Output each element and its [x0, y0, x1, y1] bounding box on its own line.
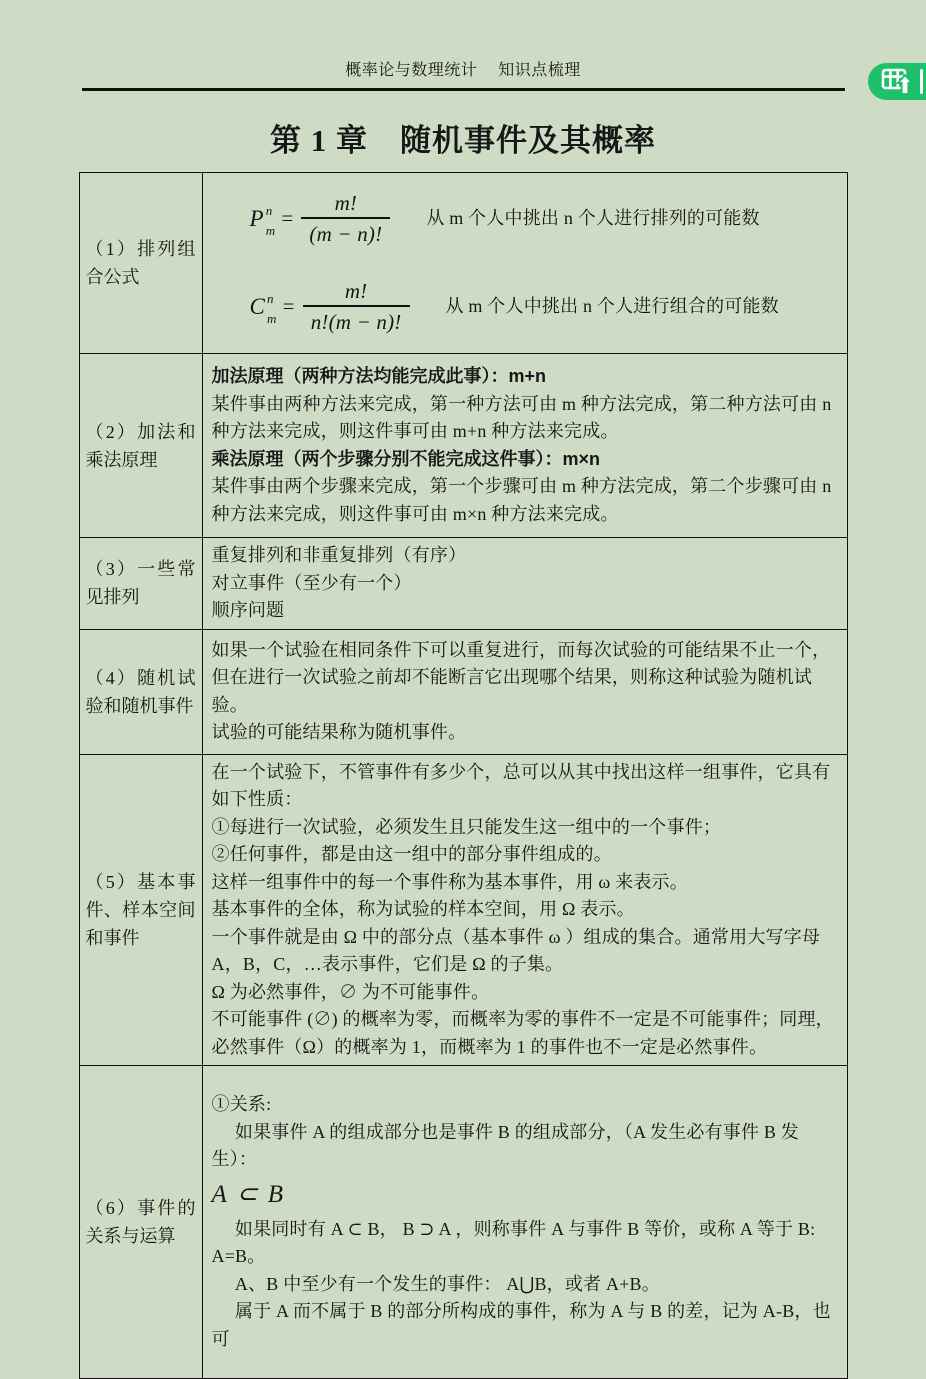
equals-sign: =: [281, 206, 294, 231]
content-line: 在一个试验下，不管事件有多少个，总可以从其中找出这样一组事件，它具有如下性质：: [211, 761, 831, 809]
row-content-cell: [202, 173, 847, 354]
numerator: m!: [334, 191, 358, 215]
denominator: (m − n)!: [301, 217, 390, 246]
numerator: m!: [344, 279, 368, 303]
content-line: A、B 中至少有一个发生的事件： A⋃B，或者 A+B。: [234, 1273, 660, 1294]
formula-symbol: P: [249, 206, 264, 232]
header-rule: [82, 88, 845, 91]
formula-symbol: C: [249, 294, 266, 320]
content-line: Ω 为必然事件，∅ 为不可能事件。: [211, 981, 490, 1002]
formula-scripts: [267, 292, 277, 325]
fraction: [301, 192, 390, 246]
toolbar-separator: [920, 69, 923, 94]
row-label: （6）事件的关系与运算: [85, 1198, 196, 1246]
row-label: （3）一些常见排列: [85, 559, 196, 608]
fraction: [303, 280, 410, 334]
superscript: n: [267, 290, 274, 306]
formula-description: 从 m 个人中挑出 n 个人进行排列的可能数: [426, 208, 760, 229]
content-line: 某件事由两种方法来完成，第一种方法可由 m 种方法完成，第二种方法可由 n 种方法来完成，则这件事可由 m+n 种方法来完成。: [211, 393, 832, 441]
table-row: [79, 354, 847, 538]
subscript: m: [265, 222, 276, 238]
row-label: （1）排列组合公式: [85, 239, 196, 287]
row-label: （2）加法和乘法原理: [85, 421, 196, 470]
table-row: [79, 629, 847, 754]
page-title: 第 1 章 随机事件及其概率: [270, 123, 656, 158]
row-content-cell: [202, 1066, 847, 1379]
row-content-cell: [202, 354, 847, 538]
table-row: [79, 754, 847, 1066]
row-content-cell: [202, 629, 847, 754]
subscript: m: [267, 310, 277, 326]
formula-description: 从 m 个人中挑出 n 个人进行组合的可能数: [445, 296, 779, 317]
row-label-cell: [79, 1066, 202, 1379]
content-line: ②任何事件，都是由这一组中的部分事件组成的。: [211, 844, 612, 864]
content-line: 某件事由两个步骤来完成，第一个步骤可由 m 种方法完成，第二个步骤可由 n 种方法来完成，则这件事可由 m×n 种方法来完成。: [211, 476, 832, 524]
equals-sign: =: [282, 294, 295, 319]
row-label-cell: [79, 354, 202, 538]
content-line: 重复排列和非重复排列（有序）: [211, 545, 467, 565]
row-label-cell: [79, 629, 202, 754]
content-line: 基本事件的全体，称为试验的样本空间，用 Ω 表示。: [211, 899, 635, 919]
row-label: （4）随机试验和随机事件: [85, 667, 196, 716]
row-content-cell: [202, 754, 847, 1066]
content-line: 试验的可能结果称为随机事件。: [211, 722, 467, 742]
content-line: 对立事件（至少有一个）: [211, 572, 412, 593]
formula: [250, 192, 838, 246]
knowledge-table: [79, 172, 848, 1379]
row-label: （5）基本事件、样本空间和事件: [85, 871, 196, 948]
formula-scripts: [266, 204, 276, 237]
row-label-cell: [79, 754, 202, 1066]
table-row: [79, 173, 847, 354]
knowledge-table-body: [79, 173, 847, 1379]
content-line: ①关系:: [211, 1094, 272, 1114]
content-line: 一个事件就是由 Ω 中的部分点（基本事件 ω ）组成的集合。通常用大写字母 A，B，C，…表示事件，它们是 Ω 的子集。: [211, 926, 821, 974]
content-line: ①每进行一次试验，必须发生且只能发生这一组中的一个事件；: [211, 816, 722, 837]
table-export-icon: [881, 68, 913, 95]
table-row: [79, 538, 847, 630]
formula: [250, 280, 838, 334]
content-line: 不可能事件 (∅) 的概率为零，而概率为零的事件不一定是不可能事件；同理，必然事件（Ω）的概率为 1，而概率为 1 的事件也不一定是必然事件。: [211, 1009, 834, 1057]
content-line: 乘法原理（两个步骤分别不能完成这件事）：m×n: [211, 448, 601, 469]
table-row: [79, 1066, 847, 1379]
content-line: A ⊂ B: [211, 1180, 286, 1208]
superscript: n: [265, 202, 273, 218]
table-export-button[interactable]: [868, 63, 926, 100]
content-line: 如果同时有 A ⊂ B， B ⊃ A ，则称事件 A 与事件 B 等价，或称 A 等于 B: A=B。: [211, 1218, 816, 1266]
row-label-cell: [79, 538, 202, 630]
content-line: 如果一个试验在相同条件下可以重复进行，而每次试验的可能结果不止一个，但在进行一次试验之前却不能断言它出现哪个结果，则称这种试验为随机试验。: [211, 639, 831, 715]
row-content-cell: [202, 538, 847, 630]
content-line: 加法原理（两种方法均能完成此事）：m+n: [211, 366, 547, 386]
document-header: 概率论与数理统计 知识点梳理: [345, 62, 581, 79]
denominator: n!(m − n)!: [303, 305, 410, 334]
content-line: 如果事件 A 的组成部分也是事件 B 的组成部分，（A 发生必有事件 B 发生）：: [211, 1121, 800, 1169]
row-label-cell: [79, 173, 202, 354]
content-line: 属于 A 而不属于 B 的部分所构成的事件，称为 A 与 B 的差，记为 A-B，也可: [211, 1301, 831, 1349]
content-line: 顺序问题: [211, 600, 285, 620]
content-line: 这样一组事件中的每一个事件称为基本事件，用 ω 来表示。: [211, 871, 688, 892]
